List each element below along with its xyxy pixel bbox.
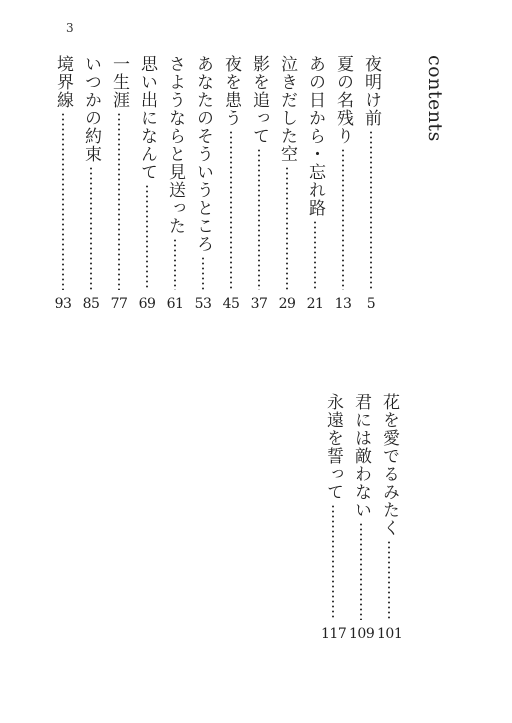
toc-entry-title: 思い出になんて xyxy=(137,55,157,181)
toc-entry-page: 21 xyxy=(306,296,324,312)
dot-leader xyxy=(377,540,401,620)
toc-section-main xyxy=(51,55,411,313)
dot-leader xyxy=(107,112,131,290)
toc-entry-title: あの日から・忘れ路 xyxy=(305,55,325,217)
dot-leader xyxy=(331,148,355,290)
dot-leader xyxy=(51,112,75,290)
toc-entry-title: 君には敵わない xyxy=(351,393,371,519)
dot-leader xyxy=(321,504,345,620)
toc-entry-title: 夜を患う xyxy=(221,55,241,127)
toc-entry-page: 101 xyxy=(377,626,403,642)
toc-entry[interactable] xyxy=(219,55,243,313)
toc-entry-page: 109 xyxy=(349,626,375,642)
toc-entry-title: 一生涯 xyxy=(109,55,129,109)
toc-entry[interactable] xyxy=(107,55,131,313)
contents-heading: contents xyxy=(424,55,446,142)
toc-entry-page: 77 xyxy=(110,296,128,312)
toc-entry[interactable] xyxy=(51,55,75,313)
toc-entry-page: 13 xyxy=(334,296,352,312)
toc-entry[interactable] xyxy=(79,55,103,313)
toc-entry-page: 117 xyxy=(321,626,347,642)
toc-entry-page: 69 xyxy=(138,296,156,312)
toc-entry[interactable] xyxy=(275,55,299,313)
dot-leader xyxy=(303,220,327,290)
dot-leader xyxy=(359,130,383,290)
toc-entry[interactable] xyxy=(359,55,383,313)
toc-entry[interactable] xyxy=(247,55,271,313)
toc-entry[interactable] xyxy=(377,393,401,643)
dot-leader xyxy=(163,238,187,290)
toc-entry-title: 花を愛でるみたく xyxy=(379,393,399,537)
toc-entry-title: 永遠を誓って xyxy=(323,393,343,501)
toc-entry-title: 影を追って xyxy=(249,55,269,145)
toc-entry-title: さようならと見送った xyxy=(165,55,185,235)
toc-entry-title: いつかの約束 xyxy=(81,55,101,163)
toc-list-main xyxy=(51,55,383,313)
toc-entry-page: 53 xyxy=(194,296,212,312)
toc-entry-title: 夏の名残り xyxy=(333,55,353,145)
toc-section-extra xyxy=(321,393,411,643)
dot-leader xyxy=(349,522,373,620)
page-number: 3 xyxy=(66,21,74,35)
toc-entry[interactable] xyxy=(303,55,327,313)
toc-entry-page: 85 xyxy=(82,296,100,312)
toc-list-extra xyxy=(321,393,401,643)
dot-leader xyxy=(135,184,159,290)
toc-entry-page: 37 xyxy=(250,296,268,312)
toc-entry[interactable] xyxy=(191,55,215,313)
toc-entry[interactable] xyxy=(331,55,355,313)
dot-leader xyxy=(219,130,243,290)
dot-leader xyxy=(275,166,299,290)
toc-entry-page: 45 xyxy=(222,296,240,312)
toc-entry-page: 93 xyxy=(54,296,72,312)
toc-entry-title: 泣きだした空 xyxy=(277,55,297,163)
toc-entry-page: 29 xyxy=(278,296,296,312)
toc-entry-title: 夜明け前 xyxy=(361,55,381,127)
dot-leader xyxy=(247,148,271,290)
toc-entry-title: あなたのそういうところ xyxy=(193,55,213,253)
toc-entry[interactable] xyxy=(135,55,159,313)
toc-entry[interactable] xyxy=(163,55,187,313)
toc-entry[interactable] xyxy=(349,393,373,643)
dot-leader xyxy=(191,256,215,290)
toc-entry-page: 61 xyxy=(166,296,184,312)
dot-leader xyxy=(79,166,103,290)
toc-entry[interactable] xyxy=(321,393,345,643)
toc-entry-page: 5 xyxy=(366,296,376,312)
toc-entry-title: 境界線 xyxy=(53,55,73,109)
